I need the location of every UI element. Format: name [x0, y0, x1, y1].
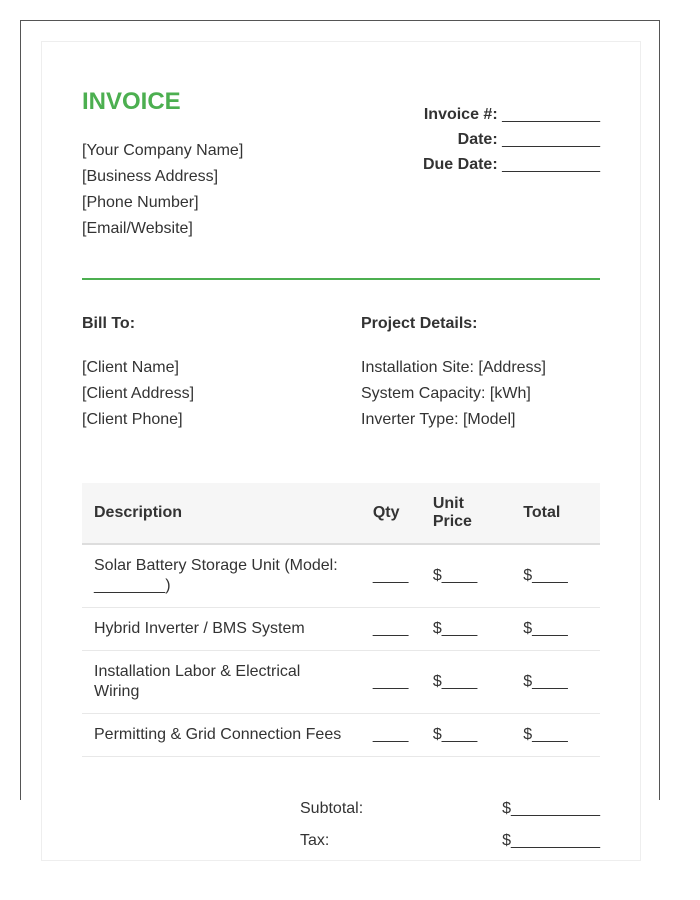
item-qty: ____ — [361, 651, 421, 714]
header-qty: Qty — [361, 483, 421, 544]
table-row — [82, 651, 600, 714]
invoice-header — [82, 88, 600, 242]
company-email: [Email/Website] — [82, 220, 193, 237]
installation-site: Installation Site: [Address] — [361, 359, 546, 376]
line-items-table — [82, 483, 600, 757]
tax-value: $__________ — [502, 832, 600, 849]
item-qty: ____ — [361, 544, 421, 608]
system-capacity: System Capacity: [kWh] — [361, 385, 531, 402]
client-phone: [Client Phone] — [82, 411, 183, 428]
invoice-date-row — [423, 127, 600, 152]
invoice-number-label: Invoice #: — [423, 106, 498, 123]
item-description: Permitting & Grid Connection Fees — [82, 714, 361, 757]
invoice-meta — [423, 102, 600, 177]
item-unit-price: $____ — [421, 651, 511, 714]
header-description: Description — [82, 483, 361, 544]
table-row — [82, 608, 600, 651]
company-block — [82, 88, 243, 242]
table-row — [82, 544, 600, 608]
totals-section — [300, 793, 600, 857]
header-divider — [82, 278, 600, 280]
invoice-date-field: ___________ — [502, 131, 600, 148]
item-qty: ____ — [361, 714, 421, 757]
invoice-number-row — [423, 102, 600, 127]
item-total: $____ — [511, 608, 600, 651]
due-date-field: ___________ — [502, 156, 600, 173]
item-description: Solar Battery Storage Unit (Model: ________) — [82, 544, 361, 608]
company-address: [Business Address] — [82, 168, 219, 185]
header-total: Total — [511, 483, 600, 544]
due-date-row — [423, 152, 600, 177]
item-unit-price: $____ — [421, 608, 511, 651]
invoice-date-label: Date: — [457, 131, 498, 148]
item-unit-price: $____ — [421, 714, 511, 757]
item-description: Hybrid Inverter / BMS System — [82, 608, 361, 651]
bill-to-block — [82, 314, 361, 433]
invoice-title: INVOICE — [82, 88, 181, 115]
item-unit-price: $____ — [421, 544, 511, 608]
project-details-heading: Project Details: — [361, 315, 478, 332]
client-name: [Client Name] — [82, 359, 179, 376]
company-phone: [Phone Number] — [82, 194, 199, 211]
inverter-type: Inverter Type: [Model] — [361, 411, 516, 428]
subtotal-value: $__________ — [502, 800, 600, 817]
client-address: [Client Address] — [82, 385, 195, 402]
company-name: [Your Company Name] — [82, 142, 244, 159]
tax-row — [300, 825, 600, 857]
document-viewport[interactable] — [20, 20, 660, 849]
invoice-content — [82, 88, 600, 857]
bill-to-heading: Bill To: — [82, 315, 136, 332]
parties-section — [82, 314, 600, 433]
item-description: Installation Labor & Electrical Wiring — [82, 651, 361, 714]
item-total: $____ — [511, 651, 600, 714]
due-date-label: Due Date: — [422, 156, 498, 173]
header-unit-price: Unit Price — [421, 483, 511, 544]
subtotal-label: Subtotal: — [300, 800, 364, 817]
table-row — [82, 714, 600, 757]
tax-label: Tax: — [300, 832, 330, 849]
invoice-number-field: ___________ — [502, 106, 600, 123]
item-qty: ____ — [361, 608, 421, 651]
table-header-row — [82, 483, 600, 544]
item-total: $____ — [511, 714, 600, 757]
item-total: $____ — [511, 544, 600, 608]
subtotal-row — [300, 793, 600, 825]
invoice-sheet — [41, 41, 641, 861]
project-details-block — [361, 314, 600, 433]
